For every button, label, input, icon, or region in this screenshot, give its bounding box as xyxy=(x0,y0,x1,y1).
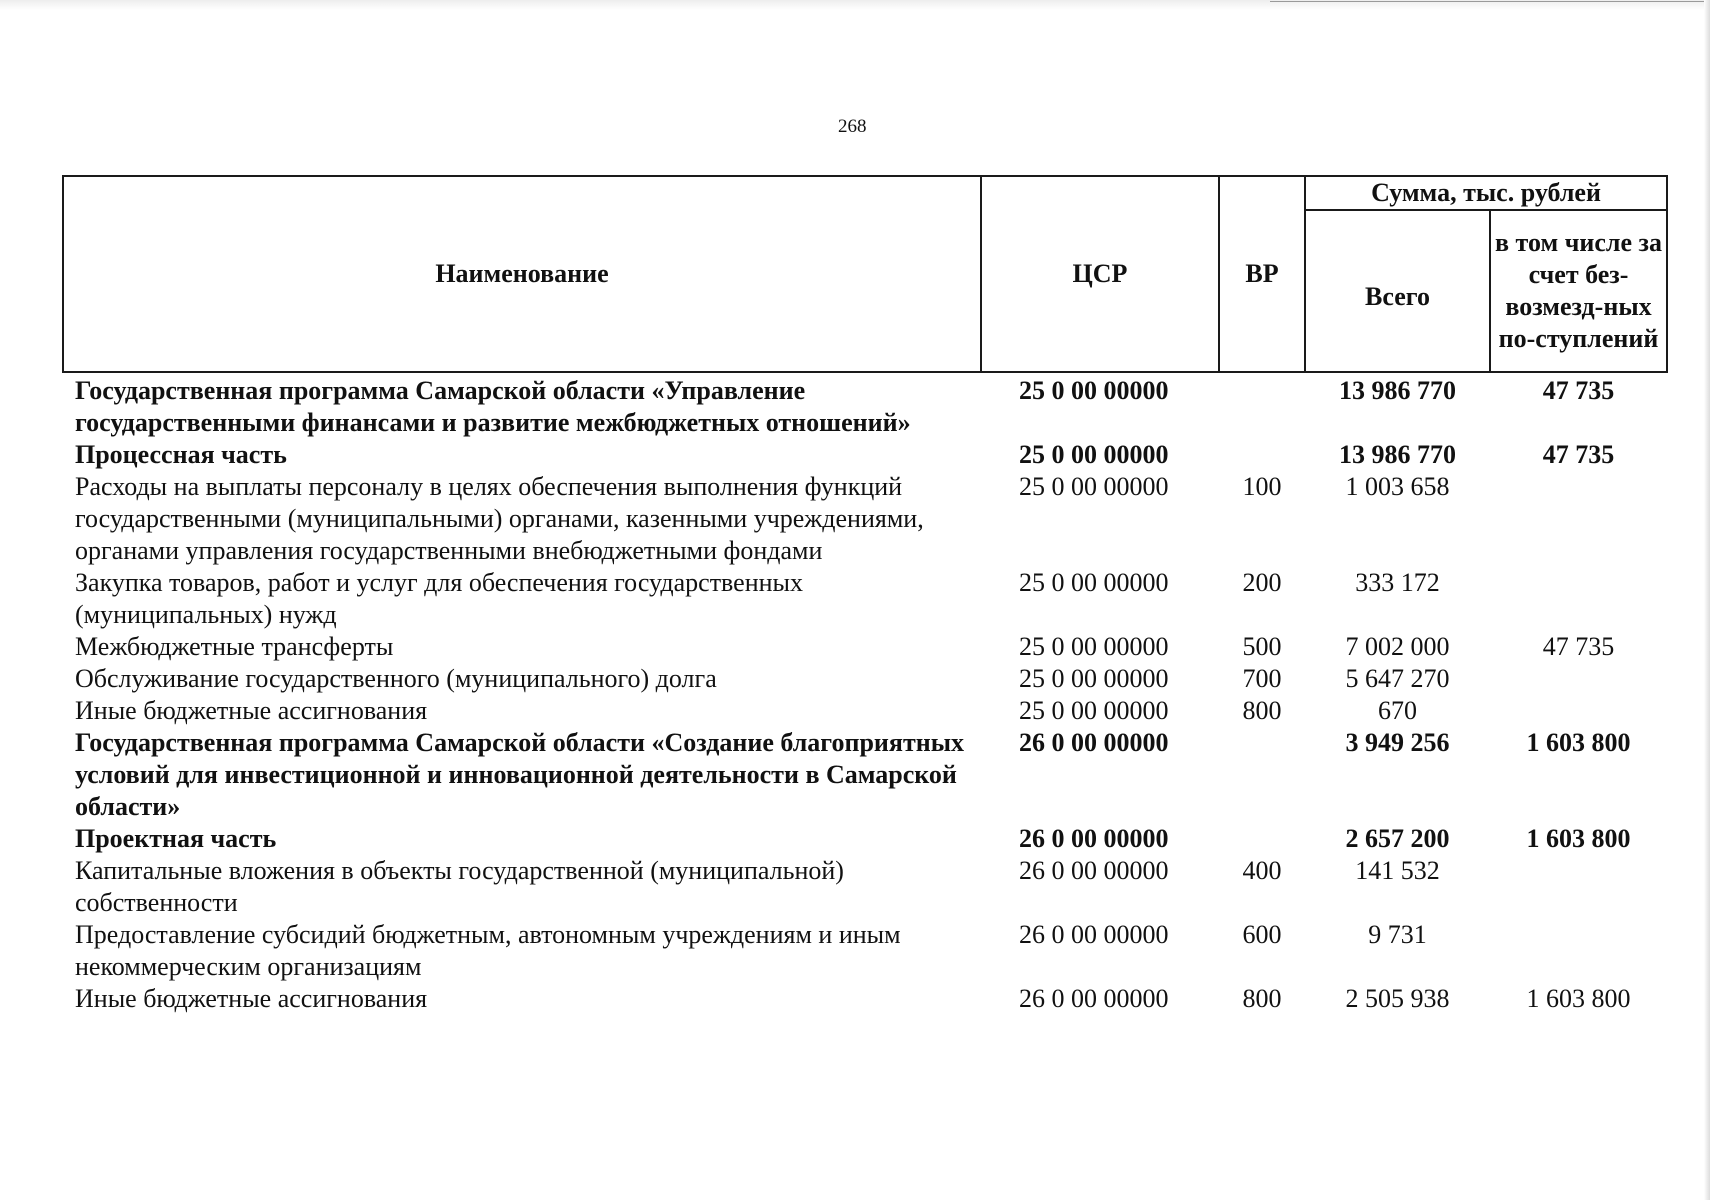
header-gratuitous: в том числе за счет без-возмезд-ных по-ступлений xyxy=(1490,210,1667,372)
row-total: 9 731 xyxy=(1368,920,1427,949)
row-total: 3 949 256 xyxy=(1345,728,1450,757)
scan-edge-right xyxy=(1704,0,1710,1200)
row-csr: 26 0 00 00000 xyxy=(1019,920,1169,949)
row-total: 1 003 658 xyxy=(1345,472,1450,501)
row-vr: 800 xyxy=(1242,696,1282,725)
budget-table xyxy=(62,175,1668,1015)
table-row xyxy=(63,823,1667,855)
header-sum: Сумма, тыс. рублей xyxy=(1305,176,1667,210)
table-row xyxy=(63,372,1667,439)
table-row xyxy=(63,567,1667,631)
row-csr: 25 0 00 00000 xyxy=(1019,376,1169,405)
row-vr: 200 xyxy=(1242,568,1282,597)
row-vr: 500 xyxy=(1242,632,1282,661)
row-vr xyxy=(1219,439,1305,471)
row-gratuitous xyxy=(1490,567,1667,631)
row-gratuitous: 47 735 xyxy=(1542,376,1615,405)
row-name: Предоставление субсидий бюджетным, автономным учреждениям и иным некоммерческим организациям xyxy=(75,920,901,981)
row-gratuitous xyxy=(1490,919,1667,983)
header-total: Всего xyxy=(1305,210,1490,372)
row-csr: 25 0 00 00000 xyxy=(1019,696,1169,725)
scan-rule-top xyxy=(1270,1,1710,2)
table-row xyxy=(63,983,1667,1015)
table-row xyxy=(63,471,1667,567)
row-total: 13 986 770 xyxy=(1339,376,1456,405)
header-csr: ЦСР xyxy=(981,176,1219,372)
row-vr: 600 xyxy=(1242,920,1282,949)
row-total: 333 172 xyxy=(1355,568,1440,597)
header-vr: ВР xyxy=(1219,176,1305,372)
page-number: 268 xyxy=(838,116,867,137)
row-name: Закупка товаров, работ и услуг для обеспечения государственных (муниципальных) нужд xyxy=(75,568,804,629)
row-csr: 26 0 00 00000 xyxy=(1019,824,1169,853)
table-row xyxy=(63,663,1667,695)
row-total: 7 002 000 xyxy=(1345,632,1450,661)
row-gratuitous: 1 603 800 xyxy=(1526,824,1631,853)
row-csr: 26 0 00 00000 xyxy=(1019,856,1169,885)
row-total: 5 647 270 xyxy=(1345,664,1450,693)
row-total: 141 532 xyxy=(1355,856,1440,885)
row-csr: 25 0 00 00000 xyxy=(1019,632,1169,661)
row-csr: 26 0 00 00000 xyxy=(1019,984,1169,1013)
row-name: Государственная программа Самарской области «Управление государственными финансами и развитие межбюджетных отношений» xyxy=(75,376,911,437)
row-gratuitous xyxy=(1490,663,1667,695)
row-name: Иные бюджетные ассигнования xyxy=(75,696,428,725)
row-total: 13 986 770 xyxy=(1339,440,1456,469)
row-name: Расходы на выплаты персоналу в целях обеспечения выполнения функций государственными (муниципальными) органами, казенными учреждениями, органами управления государственными внебюджетными фондами xyxy=(75,472,924,565)
row-gratuitous: 47 735 xyxy=(1542,440,1615,469)
row-gratuitous xyxy=(1490,471,1667,567)
row-vr: 700 xyxy=(1242,664,1282,693)
row-total: 2 505 938 xyxy=(1345,984,1450,1013)
row-name: Иные бюджетные ассигнования xyxy=(75,984,428,1013)
row-csr: 25 0 00 00000 xyxy=(1019,568,1169,597)
table-row xyxy=(63,919,1667,983)
table-row xyxy=(63,855,1667,919)
row-gratuitous: 1 603 800 xyxy=(1526,984,1631,1013)
row-total: 2 657 200 xyxy=(1345,824,1450,853)
row-vr xyxy=(1219,372,1305,439)
row-gratuitous xyxy=(1490,855,1667,919)
row-vr: 800 xyxy=(1242,984,1282,1013)
row-csr: 25 0 00 00000 xyxy=(1019,472,1169,501)
row-vr: 100 xyxy=(1242,472,1282,501)
row-name: Обслуживание государственного (муниципального) долга xyxy=(75,664,717,693)
row-csr: 26 0 00 00000 xyxy=(1019,728,1169,757)
table-row xyxy=(63,439,1667,471)
row-csr: 25 0 00 00000 xyxy=(1019,664,1169,693)
table-header xyxy=(63,176,1667,372)
row-name: Капитальные вложения в объекты государственной (муниципальной) собственности xyxy=(75,856,844,917)
table-row xyxy=(63,631,1667,663)
header-name: Наименование xyxy=(63,176,981,372)
row-name: Государственная программа Самарской области «Создание благоприятных условий для инвестиционной и инновационной деятельности в Самарской области» xyxy=(75,728,965,821)
table-row xyxy=(63,727,1667,823)
row-vr xyxy=(1219,727,1305,823)
table-row xyxy=(63,695,1667,727)
row-csr: 25 0 00 00000 xyxy=(1019,440,1169,469)
row-gratuitous: 1 603 800 xyxy=(1526,728,1631,757)
row-name: Межбюджетные трансферты xyxy=(75,632,394,661)
row-gratuitous xyxy=(1490,695,1667,727)
row-name: Проектная часть xyxy=(75,824,277,853)
row-total: 670 xyxy=(1378,696,1417,725)
row-gratuitous: 47 735 xyxy=(1542,632,1615,661)
row-name: Процессная часть xyxy=(75,440,287,469)
row-vr: 400 xyxy=(1242,856,1282,885)
row-vr xyxy=(1219,823,1305,855)
table-body xyxy=(63,372,1667,1015)
